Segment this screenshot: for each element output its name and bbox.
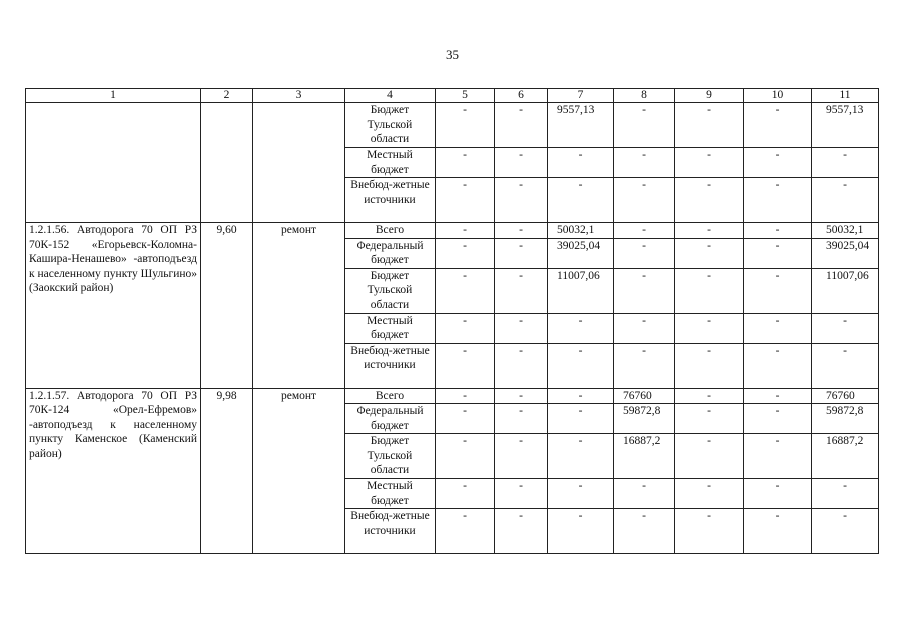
object-name-cell: 1.2.1.57. Автодорога 70 ОП РЗ 70К-124 «Орел-Ефремов» -автоподъезд к населенному пункту Каменское (Каменский район) <box>26 388 201 554</box>
table-row <box>26 103 879 148</box>
value-cell-c7: 9557,13 <box>548 103 614 148</box>
value-cell-c10: - <box>744 343 812 388</box>
value-cell-c9: - <box>675 343 744 388</box>
value-cell-c11: - <box>812 343 879 388</box>
value-cell-c9: - <box>675 509 744 554</box>
column-header: 2 <box>201 89 253 103</box>
value-cell-c8: - <box>614 148 675 178</box>
value-cell-c6: - <box>495 434 548 479</box>
funding-source-cell: Внебюд-жетные источники <box>345 343 436 388</box>
value-cell-c6: - <box>495 223 548 239</box>
work-type-cell: ремонт <box>253 223 345 389</box>
value-cell-c10: - <box>744 404 812 434</box>
funding-source-cell: Бюджет Тульской области <box>345 103 436 148</box>
value-cell-c11: 11007,06 <box>812 268 879 313</box>
column-header: 8 <box>614 89 675 103</box>
column-number-row <box>26 89 879 103</box>
value-cell-c7: 50032,1 <box>548 223 614 239</box>
value-cell-c11: 9557,13 <box>812 103 879 148</box>
value-cell-c11: - <box>812 313 879 343</box>
value-cell-c11: - <box>812 509 879 554</box>
value-cell-c8: - <box>614 268 675 313</box>
funding-source-cell: Внебюд-жетные источники <box>345 178 436 223</box>
value-cell-c11: - <box>812 148 879 178</box>
value-cell-c9: - <box>675 313 744 343</box>
value-cell-c8: 76760 <box>614 388 675 404</box>
value-cell-c10: - <box>744 509 812 554</box>
object-name-cell: 1.2.1.56. Автодорога 70 ОП РЗ 70К-152 «Егорьевск-Коломна-Кашира-Ненашево» -автоподъезд к населенному пункту Шульгино» (Заокский район) <box>26 223 201 389</box>
value-cell-c6: - <box>495 404 548 434</box>
value-cell-c10: - <box>744 103 812 148</box>
funding-source-cell: Всего <box>345 223 436 239</box>
value-cell-c7: - <box>548 343 614 388</box>
value-cell-c7: - <box>548 388 614 404</box>
value-cell-c10: - <box>744 238 812 268</box>
value-cell-c10: - <box>744 479 812 509</box>
length-cell: 9,98 <box>201 388 253 554</box>
value-cell-c9: - <box>675 238 744 268</box>
value-cell-c8: - <box>614 509 675 554</box>
column-header: 5 <box>436 89 495 103</box>
column-header: 11 <box>812 89 879 103</box>
value-cell-c11: 39025,04 <box>812 238 879 268</box>
funding-source-cell: Внебюд-жетные источники <box>345 509 436 554</box>
value-cell-c5: - <box>436 313 495 343</box>
value-cell-c9: - <box>675 404 744 434</box>
value-cell-c7: 39025,04 <box>548 238 614 268</box>
work-type-cell: ремонт <box>253 388 345 554</box>
value-cell-c9: - <box>675 434 744 479</box>
value-cell-c5: - <box>436 103 495 148</box>
funding-source-cell: Местный бюджет <box>345 148 436 178</box>
funding-source-cell: Бюджет Тульской области <box>345 268 436 313</box>
value-cell-c5: - <box>436 343 495 388</box>
financing-table <box>25 88 879 554</box>
funding-source-cell: Местный бюджет <box>345 479 436 509</box>
value-cell-c8: 16887,2 <box>614 434 675 479</box>
value-cell-c6: - <box>495 313 548 343</box>
value-cell-c6: - <box>495 343 548 388</box>
value-cell-c6: - <box>495 388 548 404</box>
value-cell-c5: - <box>436 148 495 178</box>
value-cell-c7: - <box>548 434 614 479</box>
value-cell-c6: - <box>495 148 548 178</box>
value-cell-c10: - <box>744 178 812 223</box>
value-cell-c5: - <box>436 388 495 404</box>
value-cell-c8: - <box>614 103 675 148</box>
value-cell-c6: - <box>495 103 548 148</box>
funding-source-cell: Всего <box>345 388 436 404</box>
value-cell-c5: - <box>436 509 495 554</box>
value-cell-c9: - <box>675 479 744 509</box>
funding-source-cell: Федеральный бюджет <box>345 404 436 434</box>
value-cell-c9: - <box>675 103 744 148</box>
value-cell-c10: - <box>744 434 812 479</box>
column-header: 9 <box>675 89 744 103</box>
value-cell-c7: - <box>548 509 614 554</box>
object-name-cell <box>26 103 201 223</box>
value-cell-c8: - <box>614 178 675 223</box>
funding-source-cell: Федеральный бюджет <box>345 238 436 268</box>
work-type-cell <box>253 103 345 223</box>
column-header: 1 <box>26 89 201 103</box>
value-cell-c11: 16887,2 <box>812 434 879 479</box>
column-header: 6 <box>495 89 548 103</box>
table-row <box>26 223 879 239</box>
value-cell-c6: - <box>495 178 548 223</box>
table-row <box>26 388 879 404</box>
value-cell-c6: - <box>495 268 548 313</box>
value-cell-c7: - <box>548 313 614 343</box>
page-number: 35 <box>446 47 459 62</box>
value-cell-c11: - <box>812 479 879 509</box>
length-cell <box>201 103 253 223</box>
column-header: 10 <box>744 89 812 103</box>
value-cell-c10: - <box>744 313 812 343</box>
value-cell-c7: - <box>548 178 614 223</box>
value-cell-c8: - <box>614 479 675 509</box>
value-cell-c7: - <box>548 148 614 178</box>
value-cell-c5: - <box>436 238 495 268</box>
column-header: 3 <box>253 89 345 103</box>
value-cell-c7: 11007,06 <box>548 268 614 313</box>
funding-source-cell: Местный бюджет <box>345 313 436 343</box>
value-cell-c8: - <box>614 343 675 388</box>
funding-source-cell: Бюджет Тульской области <box>345 434 436 479</box>
value-cell-c10: - <box>744 148 812 178</box>
value-cell-c11: 76760 <box>812 388 879 404</box>
value-cell-c6: - <box>495 238 548 268</box>
value-cell-c11: - <box>812 178 879 223</box>
value-cell-c11: 50032,1 <box>812 223 879 239</box>
value-cell-c5: - <box>436 223 495 239</box>
value-cell-c9: - <box>675 388 744 404</box>
value-cell-c6: - <box>495 509 548 554</box>
value-cell-c9: - <box>675 178 744 223</box>
value-cell-c5: - <box>436 434 495 479</box>
value-cell-c7: - <box>548 404 614 434</box>
column-header: 4 <box>345 89 436 103</box>
column-header: 7 <box>548 89 614 103</box>
value-cell-c8: - <box>614 223 675 239</box>
value-cell-c5: - <box>436 178 495 223</box>
value-cell-c9: - <box>675 148 744 178</box>
value-cell-c9: - <box>675 268 744 313</box>
value-cell-c5: - <box>436 479 495 509</box>
value-cell-c11: 59872,8 <box>812 404 879 434</box>
value-cell-c9: - <box>675 223 744 239</box>
value-cell-c10: - <box>744 223 812 239</box>
value-cell-c8: - <box>614 313 675 343</box>
value-cell-c10: - <box>744 268 812 313</box>
value-cell-c5: - <box>436 268 495 313</box>
value-cell-c5: - <box>436 404 495 434</box>
value-cell-c7: - <box>548 479 614 509</box>
value-cell-c8: 59872,8 <box>614 404 675 434</box>
length-cell: 9,60 <box>201 223 253 389</box>
value-cell-c6: - <box>495 479 548 509</box>
value-cell-c10: - <box>744 388 812 404</box>
value-cell-c8: - <box>614 238 675 268</box>
